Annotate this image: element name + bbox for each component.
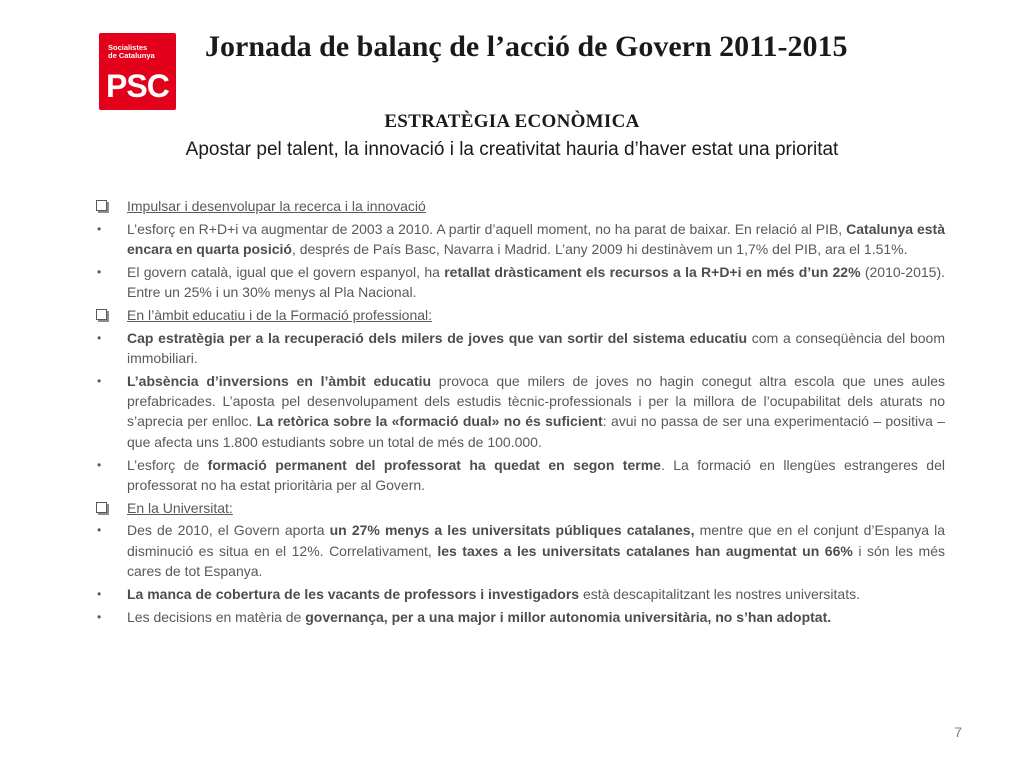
text-run: mentre que en el conjunt d’Espanya la disminució es situa en el 12%. Correlativament, (127, 522, 946, 559)
bullet-item (96, 219, 945, 260)
bullet-text (127, 607, 945, 627)
bullet-dot-icon: • (97, 609, 102, 624)
bullet-text (127, 262, 945, 303)
bullet-dot-icon: • (97, 523, 102, 538)
bold-text: retallat dràsticament els recursos a la R+D+i en més d’un 22% (444, 263, 861, 280)
bold-text: L’absència d’inversions en l’àmbit educatiu (127, 372, 432, 389)
text-run: com a conseqüència del boom immobiliari. (127, 329, 945, 367)
bullet-text (127, 219, 945, 260)
checkbox-bullet-icon (96, 309, 107, 320)
bullet-dot-icon: • (97, 586, 102, 601)
text-run: està descapitalitzant les nostres universitats. (579, 585, 860, 602)
bullet-dot-icon: • (97, 221, 102, 236)
page-number: 7 (954, 724, 962, 740)
bullet-item (96, 262, 945, 303)
bold-text: Catalunya està encara en quarta posició (127, 220, 945, 258)
text-run: : avui no passa de ser una experimentació – positiva – que afecta uns 1.800 estudiants sobre un total de més de 100.000. (127, 413, 945, 450)
bold-text: un 27% menys a les universitats públiques catalanes, (329, 522, 695, 539)
logo-line-1: Socialistes (108, 43, 148, 52)
bullet-item (96, 607, 945, 627)
checkbox-bullet-icon (96, 502, 107, 513)
logo-line-2: de Catalunya (108, 51, 155, 60)
text-run: . La formació en llengües estrangeres del professorat no ha estat prioritària per al Govern. (127, 456, 945, 493)
section-subheading (96, 305, 945, 325)
logo-mark: PSC (106, 68, 169, 104)
bullet-text (127, 584, 945, 604)
bullet-dot-icon: • (97, 330, 102, 345)
bullet-text (127, 520, 945, 581)
bold-text: governança, per a una major i millor autonomia universitària, no s’han adoptat. (305, 608, 832, 625)
subheading-text: En l’àmbit educatiu i de la Formació professional: (127, 306, 433, 323)
bullet-item (96, 584, 945, 604)
psc-logo (99, 33, 176, 110)
checkbox-bullet-icon (96, 200, 107, 211)
bullet-dot-icon: • (97, 457, 102, 472)
bold-text: La retòrica sobre la «formació dual» no és suficient (256, 413, 603, 430)
subheading-text: Impulsar i desenvolupar la recerca i la innovació (127, 198, 426, 214)
text-run: provoca que milers de joves no hagin conegut altra escola que unes aules prefabricades. L’aposta pel desenvolupament dels estudis tècnic-professionals i per la millora de l’ocupabilitat dels aturats no s’aprecia per enlloc. (127, 372, 946, 430)
section-subheading (96, 498, 945, 518)
bullet-text (127, 455, 945, 496)
text-run: L’esforç en R+D+i va augmentar de 2003 a 2010. A partir d’aquell moment, no ha parat de baixar. En relació al PIB, (127, 220, 847, 237)
subheading-text: En la Universitat: (127, 499, 233, 516)
bullet-item (96, 328, 945, 369)
text-run: Des de 2010, el Govern aporta (127, 522, 330, 539)
text-run: (2010-2015). Entre un 25% i un 30% menys al Pla Nacional. (127, 263, 945, 301)
bullet-item (96, 371, 945, 452)
bold-text: La manca de cobertura de les vacants de professors i investigadors (127, 585, 580, 602)
slide-subheading: Apostar pel talent, la innovació i la creativitat hauria d’haver estat una prioritat (185, 139, 839, 160)
section-subheading (96, 196, 945, 216)
slide-content (96, 196, 945, 629)
text-run: Les decisions en matèria de (127, 608, 306, 625)
text-run: , després de País Basc, Navarra i Madrid. L’any 2009 hi destinàvem un 1,7% del PIB, ara el 1.51%. (291, 241, 908, 258)
bold-text: formació permanent del professorat ha quedat en segon terme (207, 456, 661, 473)
bullet-item (96, 455, 945, 496)
text-run: El govern català, igual que el govern espanyol, ha (127, 263, 445, 280)
text-run: i són les més cares de tot Espanya. (127, 542, 946, 580)
text-run: L’esforç de (127, 456, 208, 473)
section-heading: ESTRATÈGIA ECONÒMICA (384, 111, 640, 132)
bullet-dot-icon: • (97, 373, 102, 388)
bold-text: Cap estratègia per a la recuperació dels milers de joves que van sortir del sistema educatiu (127, 329, 748, 346)
bullet-item (96, 520, 945, 581)
bullet-text (127, 328, 945, 369)
slide-title: Jornada de balanç de l’acció de Govern 2011-2015 (205, 30, 848, 63)
bold-text: les taxes a les universitats catalanes han augmentat un 66% (437, 542, 853, 559)
bullet-text (127, 371, 945, 452)
bullet-dot-icon: • (97, 264, 102, 279)
